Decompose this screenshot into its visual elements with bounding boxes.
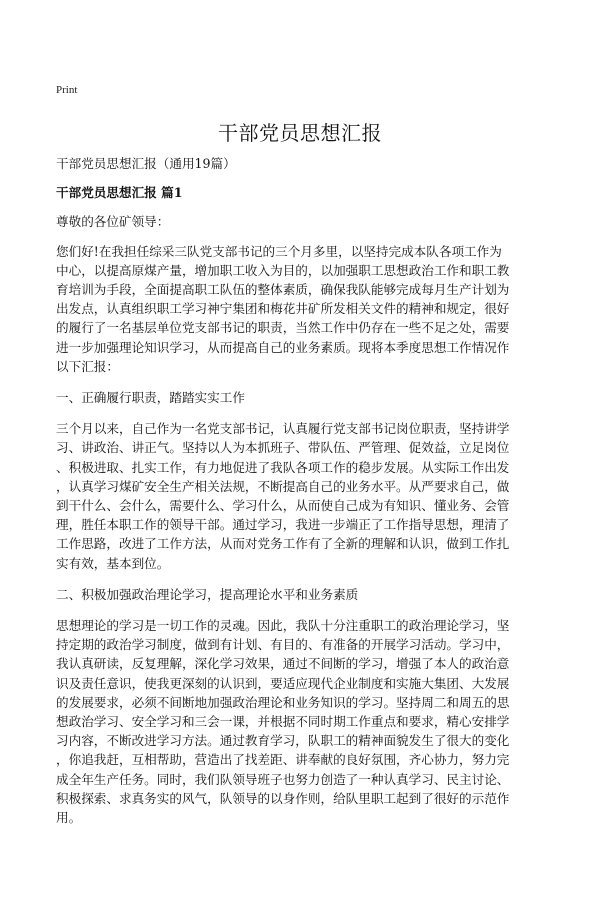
paragraph-line: 理，胜任本职工作的领导干部。通过学习，我进一步端正了工作指导思想，理清了 bbox=[56, 517, 510, 533]
paragraph-line: 、积极进取、扎实工作，有力地促进了我队各项工作的稳步发展。从实际工作出发 bbox=[56, 459, 510, 475]
paragraph-line: 到干什么、会什么，需要什么、学习什么，从而使自己成为有知识、懂业务、会管 bbox=[56, 498, 510, 514]
paragraph-line: 持定期的政治学习制度，做到有计划、有目的、有准备的开展学习活动。学习中， bbox=[56, 637, 510, 653]
subheading-duty: 一、正确履行职责，踏踏实实工作 bbox=[56, 390, 245, 406]
paragraph-line: 的发展要求，必须不间断地加强政治理论和业务知识的学习。坚持周二和周五的思 bbox=[56, 694, 510, 710]
paragraph-line: 出发点，认真组织职工学习神宁集团和梅花井矿所发相关文件的精神和规定，很好 bbox=[56, 301, 510, 317]
paragraph-line: 积极探索、求真务实的风气，队领导的以身作则，给队里职工起到了很好的示范作 bbox=[56, 790, 510, 806]
paragraph-line: 进一步加强理论知识学习，从而提高自己的业务素质。现将本季度思想工作情况作 bbox=[56, 339, 510, 355]
paragraph-line: 想政治学习、安全学习和三会一课，并根据不同时期工作重点和要求，精心安排学 bbox=[56, 714, 510, 730]
paragraph-line: 以下汇报： bbox=[56, 358, 119, 374]
paragraph-line: 您们好!在我担任综采三队党支部书记的三个月多里，以坚持完成本队各项工作为 bbox=[56, 243, 502, 259]
document-title: 干部党员思想汇报 bbox=[218, 121, 382, 145]
paragraph-line: ，认真学习煤矿安全生产相关法规，不断提高自己的业务水平。从严要求自己，做 bbox=[56, 478, 510, 494]
paragraph-study bbox=[56, 616, 544, 827]
paragraph-line: 我认真研读，反复理解，深化学习效果，通过不间断的学习，增强了本人的政治意 bbox=[56, 656, 510, 672]
paragraph-line: 三个月以来，自己作为一名党支部书记，认真履行党支部书记岗位职责，坚持讲学 bbox=[56, 421, 510, 437]
paragraph-line: 育培训为手段，全面提高职工队伍的整体素质，确保我队能够完成每月生产计划为 bbox=[56, 282, 510, 298]
document-subtitle: 干部党员思想汇报（通用19篇） bbox=[56, 156, 236, 171]
paragraph-line: 识及责任意识，使我更深刻的认识到，要适应现代企业制度和实施大集团、大发展 bbox=[56, 675, 510, 691]
paragraph-line: 实有效，基本到位。 bbox=[56, 555, 170, 571]
paragraph-line: 中心，以提高原煤产量，增加职工收入为目的，以加强职工思想政治工作和职工教 bbox=[56, 262, 510, 278]
paragraph-line: 思想理论的学习是一切工作的灵魂。因此，我队十分注重职工的政治理论学习，坚 bbox=[56, 618, 510, 634]
paragraph-line: 习、讲政治、讲正气。坚持以人为本抓班子、带队伍、严管理、促效益，立足岗位 bbox=[56, 440, 510, 456]
paragraph-duty bbox=[56, 419, 544, 573]
paragraph-intro bbox=[56, 242, 544, 376]
salutation: 尊敬的各位矿领导： bbox=[56, 214, 170, 230]
paragraph-line: 的履行了一名基层单位党支部书记的职责，当然工作中仍存在一些不足之处，需要 bbox=[56, 320, 510, 336]
paragraph-line: 工作思路，改进了工作方法，从而对党务工作有了全新的理解和认识，做到工作扎 bbox=[56, 536, 510, 552]
paragraph-line: 习内容，不断改进学习方法。通过教育学习，队职工的精神面貌发生了很大的变化 bbox=[56, 733, 510, 749]
paragraph-line: ，你追我赶，互相帮助，营造出了找差距、讲奉献的良好氛围，齐心协力，努力完 bbox=[56, 752, 510, 768]
subheading-study: 二、积极加强政治理论学习，提高理论水平和业务素质 bbox=[56, 586, 359, 602]
section-heading: 干部党员思想汇报 篇1 bbox=[56, 185, 183, 201]
print-label: Print bbox=[56, 84, 78, 96]
paragraph-line: 用。 bbox=[56, 810, 82, 826]
document-body bbox=[56, 154, 544, 839]
paragraph-line: 成全年生产任务。同时，我们队领导班子也努力创造了一种认真学习、民主讨论、 bbox=[56, 771, 510, 787]
